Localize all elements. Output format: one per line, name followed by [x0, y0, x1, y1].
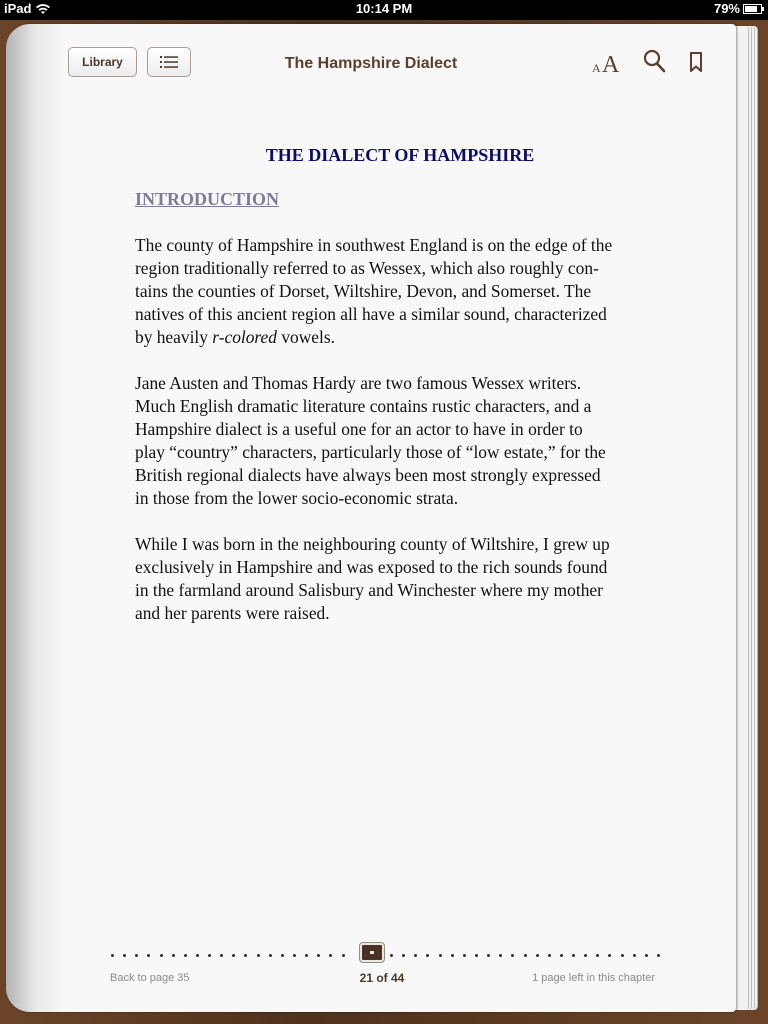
text-line: British regional dialects have always been most strongly expressed — [135, 465, 601, 485]
scrubber-dot — [536, 954, 539, 957]
book-title: The Hampshire Dialect — [284, 55, 458, 72]
chapter-pages-remaining: 1 page left in this chapter — [532, 972, 655, 984]
text-line: Much English dramatic literature contains rustic characters, and a — [135, 396, 592, 416]
battery-percent: 79% — [713, 1, 740, 16]
search-button[interactable] — [643, 48, 667, 79]
back-to-page-link[interactable]: Back to page 35 — [110, 972, 190, 984]
scrubber-dot — [160, 954, 163, 957]
scrubber-dot — [184, 954, 187, 957]
scrubber-dot — [426, 954, 429, 957]
scrubber-dot — [135, 954, 138, 957]
scrubber-dot — [220, 954, 223, 957]
paragraph-3 — [135, 533, 665, 625]
section-heading-link[interactable]: INTRODUCTION — [135, 189, 280, 209]
scrubber-dot — [208, 954, 211, 957]
scrubber-dot — [560, 954, 563, 957]
text-line: region traditionally referred to as Wessex, which also roughly con- — [135, 258, 599, 278]
scrubber-dot — [621, 954, 624, 957]
text-line: The county of Hampshire in southwest England is on the edge of the — [135, 235, 613, 255]
bookmark-icon — [689, 48, 703, 74]
svg-text:A: A — [592, 61, 601, 75]
text-line: in the farmland around Salisbury and Winchester where my mother — [135, 580, 603, 600]
scrubber-dot — [414, 954, 417, 957]
page-indicator: 21 of 44 — [359, 971, 405, 985]
status-time: 10:14 PM — [355, 1, 413, 16]
scrubber-dot — [596, 954, 599, 957]
bookmark-button[interactable] — [689, 48, 703, 79]
scrubber-dot — [499, 954, 502, 957]
text-line: play “country” characters, particularly those of “low estate,” for the — [135, 442, 606, 462]
book-page[interactable] — [6, 24, 736, 1012]
scrubber-dot — [524, 954, 527, 957]
scrubber-dot — [123, 954, 126, 957]
text-run: vowels. — [276, 327, 335, 347]
page-scrubber-handle[interactable] — [360, 943, 384, 962]
scrubber-dot — [608, 954, 611, 957]
scrubber-dot — [633, 954, 636, 957]
scrubber-dot — [402, 954, 405, 957]
scrubber-dot — [257, 954, 260, 957]
search-icon — [643, 48, 667, 74]
page-scrubber[interactable] — [111, 952, 657, 960]
table-of-contents-button[interactable] — [147, 47, 191, 77]
scrubber-dot — [293, 954, 296, 957]
svg-text:A: A — [602, 52, 620, 76]
font-size-button[interactable] — [592, 48, 624, 81]
device-name: iPad — [4, 1, 32, 16]
italic-term: r-colored — [212, 327, 277, 347]
text-run: by heavily — [135, 327, 213, 347]
scrubber-dot — [111, 954, 114, 957]
scrubber-dot — [657, 954, 660, 957]
scrubber-dot — [305, 954, 308, 957]
text-line — [135, 326, 665, 349]
scrubber-dot — [584, 954, 587, 957]
scrubber-dot — [463, 954, 466, 957]
list-icon — [160, 55, 178, 69]
scrubber-dot — [511, 954, 514, 957]
text-line: and her parents were raised. — [135, 603, 330, 623]
text-line: Hampshire dialect is a useful one for an actor to have in order to — [135, 419, 583, 439]
chapter-heading: THE DIALECT OF HAMPSHIRE — [265, 145, 535, 165]
scrubber-dot — [147, 954, 150, 957]
scrubber-dot — [317, 954, 320, 957]
paragraph-2 — [135, 372, 665, 510]
paragraph-1 — [135, 234, 665, 349]
battery-icon — [743, 4, 762, 14]
scrubber-dot — [475, 954, 478, 957]
text-line: Jane Austen and Thomas Hardy are two famous Wessex writers. — [135, 373, 582, 393]
scrubber-dot — [196, 954, 199, 957]
scrubber-dot — [244, 954, 247, 957]
scrubber-dot — [281, 954, 284, 957]
scrubber-dot — [645, 954, 648, 957]
text-line: in those from the lower socio-economic strata. — [135, 488, 459, 508]
scrubber-dot — [232, 954, 235, 957]
page-content — [135, 144, 665, 648]
text-line: tains the counties of Dorset, Wiltshire, Devon, and Somerset. The — [135, 281, 592, 301]
text-line: While I was born in the neighbouring county of Wiltshire, I grew up — [135, 534, 610, 554]
scrubber-dot — [269, 954, 272, 957]
scrubber-dot — [451, 954, 454, 957]
scrubber-dot — [172, 954, 175, 957]
font-size-icon — [592, 48, 624, 76]
library-button[interactable]: Library — [68, 47, 137, 77]
scrubber-dot — [487, 954, 490, 957]
scrubber-dot — [390, 954, 393, 957]
scrubber-dot — [329, 954, 332, 957]
scrubber-dot — [342, 954, 345, 957]
status-bar — [0, 0, 768, 20]
text-line: natives of this ancient region all have a similar sound, characterized — [135, 304, 607, 324]
scrubber-dot — [548, 954, 551, 957]
scrubber-dot — [439, 954, 442, 957]
scrubber-dot — [572, 954, 575, 957]
text-line: exclusively in Hampshire and was exposed to the rich sounds found — [135, 557, 608, 577]
